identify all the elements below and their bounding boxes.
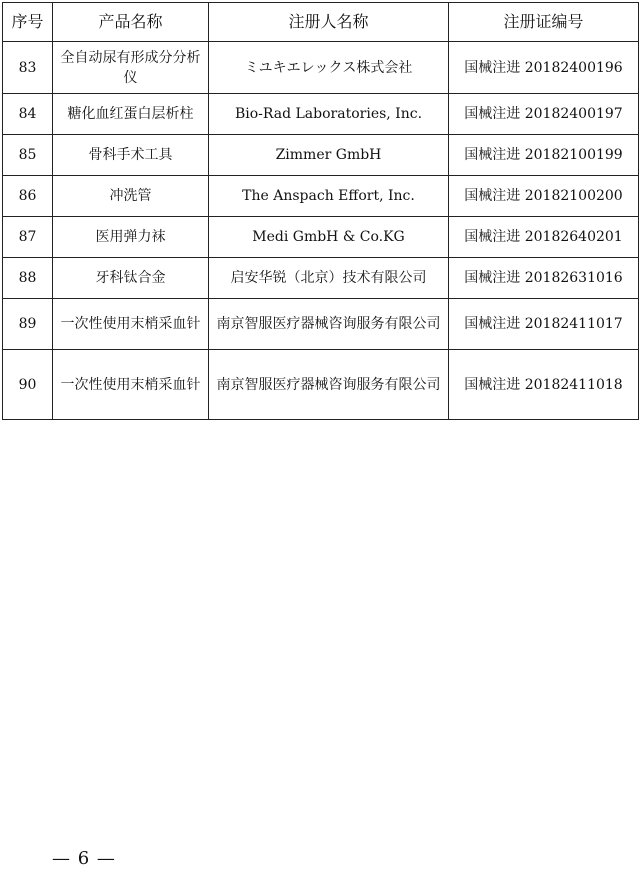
- cell-cert: 国械注进 20182400197: [449, 94, 639, 135]
- cell-cert: 国械注进 20182100200: [449, 176, 639, 217]
- cell-product: 一次性使用末梢采血针: [53, 299, 209, 350]
- cell-cert: 国械注进 20182411018: [449, 350, 639, 420]
- cell-registrant: Zimmer GmbH: [209, 135, 449, 176]
- cell-cert: 国械注进 20182411017: [449, 299, 639, 350]
- cell-product: 冲洗管: [53, 176, 209, 217]
- cell-registrant: 南京智服医疗器械咨询服务有限公司: [209, 350, 449, 420]
- cell-registrant: ミユキエレックス株式会社: [209, 42, 449, 94]
- cell-cert: 国械注进 20182631016: [449, 258, 639, 299]
- table-row: [3, 258, 639, 299]
- cell-no: 85: [3, 135, 53, 176]
- cell-cert: 国械注进 20182100199: [449, 135, 639, 176]
- cell-no: 84: [3, 94, 53, 135]
- table-row: [3, 42, 639, 94]
- cell-product: 牙科钛合金: [53, 258, 209, 299]
- table-row: [3, 135, 639, 176]
- cell-registrant: Medi GmbH & Co.KG: [209, 217, 449, 258]
- cell-product: 骨科手术工具: [53, 135, 209, 176]
- registration-table: [2, 2, 639, 420]
- cell-no: 83: [3, 42, 53, 94]
- header-cert: 注册证编号: [449, 3, 639, 42]
- table-row: [3, 217, 639, 258]
- cell-product: 糖化血红蛋白层析柱: [53, 94, 209, 135]
- cell-cert: 国械注进 20182400196: [449, 42, 639, 94]
- table-row: [3, 176, 639, 217]
- cell-no: 89: [3, 299, 53, 350]
- table-row: [3, 94, 639, 135]
- cell-cert: 国械注进 20182640201: [449, 217, 639, 258]
- cell-registrant: Bio-Rad Laboratories, Inc.: [209, 94, 449, 135]
- header-no: 序号: [3, 3, 53, 42]
- table-row: [3, 350, 639, 420]
- page-number: — 6 —: [52, 848, 116, 869]
- header-product: 产品名称: [53, 3, 209, 42]
- header-registrant: 注册人名称: [209, 3, 449, 42]
- cell-product: 全自动尿有形成分分析仪: [53, 42, 209, 94]
- cell-product: 医用弹力袜: [53, 217, 209, 258]
- cell-product: 一次性使用末梢采血针: [53, 350, 209, 420]
- cell-registrant: The Anspach Effort, Inc.: [209, 176, 449, 217]
- table-header-row: [3, 3, 639, 42]
- cell-no: 88: [3, 258, 53, 299]
- table-row: [3, 299, 639, 350]
- cell-registrant: 南京智服医疗器械咨询服务有限公司: [209, 299, 449, 350]
- cell-no: 87: [3, 217, 53, 258]
- cell-no: 86: [3, 176, 53, 217]
- cell-no: 90: [3, 350, 53, 420]
- cell-registrant: 启安华锐（北京）技术有限公司: [209, 258, 449, 299]
